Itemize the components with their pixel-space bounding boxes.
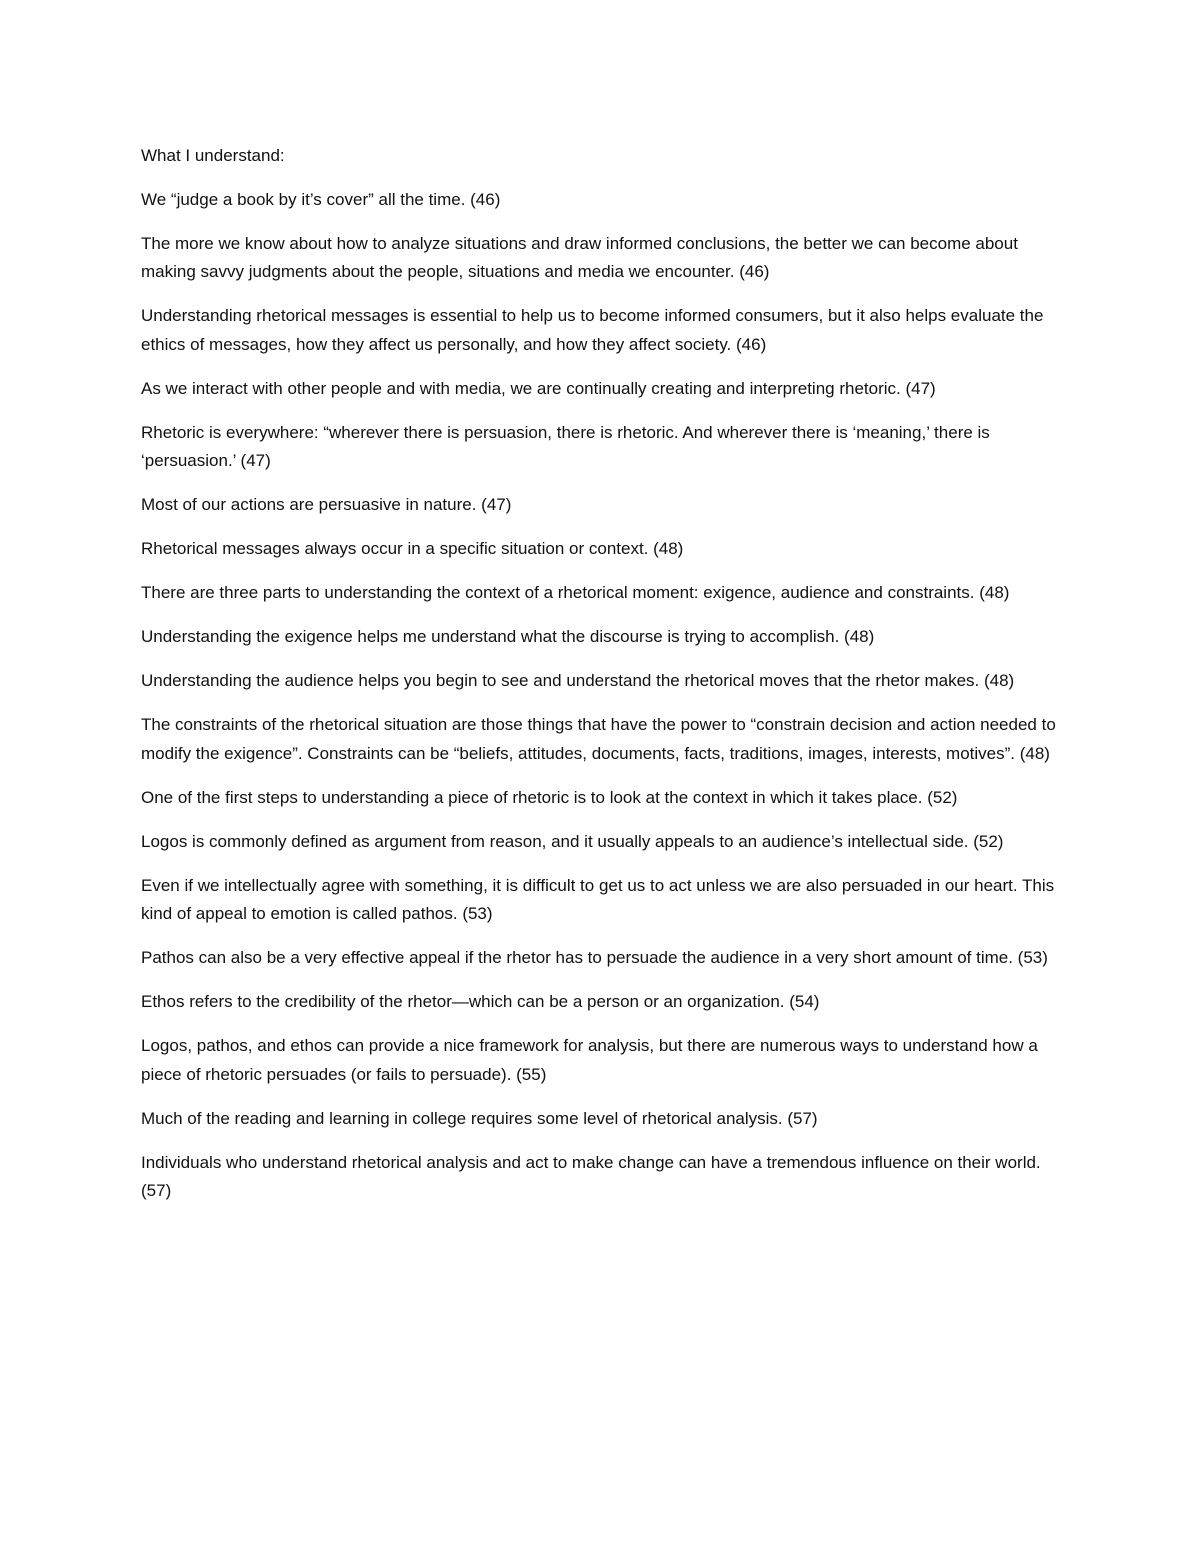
document-heading: What I understand: xyxy=(141,146,285,165)
paragraph: Understanding rhetorical messages is essential to help us to become informed consumers, but it also helps evaluate the ethics of messages, how they affect us personally, and how they affect society. (46) xyxy=(141,306,1044,354)
paragraph: Most of our actions are persuasive in nature. (47) xyxy=(141,495,512,514)
paragraph: Logos, pathos, and ethos can provide a nice framework for analysis, but there are numerous ways to understand how a piece of rhetoric persuades (or fails to persuade). (55) xyxy=(141,1036,1038,1084)
document-body xyxy=(141,142,1066,1221)
paragraph: We “judge a book by it’s cover” all the time. (46) xyxy=(141,189,501,209)
paragraph: Pathos can also be a very effective appeal if the rhetor has to persuade the audience in a very short amount of time. (53) xyxy=(141,948,1048,967)
paragraph: The constraints of the rhetorical situation are those things that have the power to “constrain decision and action needed to modify the exigence”. Constraints can be “beliefs, attitudes, documents, facts, traditions, images, interests, motives”. (48) xyxy=(141,715,1056,763)
paragraph: Understanding the exigence helps me understand what the discourse is trying to accomplish. (48) xyxy=(141,627,875,646)
paragraph: Logos is commonly defined as argument from reason, and it usually appeals to an audience’s intellectual side. (52) xyxy=(141,831,1004,851)
paragraph: Ethos refers to the credibility of the rhetor—which can be a person or an organization. (54) xyxy=(141,992,820,1011)
paragraph: As we interact with other people and with media, we are continually creating and interpreting rhetoric. (47) xyxy=(141,378,936,398)
paragraph: The more we know about how to analyze situations and draw informed conclusions, the better we can become about making savvy judgments about the people, situations and media we encounter. (46) xyxy=(141,233,1018,281)
paragraph: Rhetoric is everywhere: “wherever there is persuasion, there is rhetoric. And wherever there is ‘meaning,’ there is ‘persuasion.’ (47) xyxy=(141,422,990,470)
paragraph: Rhetorical messages always occur in a specific situation or context. (48) xyxy=(141,539,684,558)
paragraph: Understanding the audience helps you begin to see and understand the rhetorical moves that the rhetor makes. (48) xyxy=(141,671,1015,690)
paragraph: Even if we intellectually agree with something, it is difficult to get us to act unless we are also persuaded in our heart. This kind of appeal to emotion is called pathos. (53) xyxy=(141,875,1055,923)
paragraph: There are three parts to understanding the context of a rhetorical moment: exigence, audience and constraints. (48) xyxy=(141,583,1010,602)
paragraph: Much of the reading and learning in college requires some level of rhetorical analysis. (57) xyxy=(141,1108,818,1128)
paragraph: One of the first steps to understanding a piece of rhetoric is to look at the context in which it takes place. (52) xyxy=(141,787,958,807)
paragraph: Individuals who understand rhetorical analysis and act to make change can have a tremendous influence on their world. (57) xyxy=(141,1152,1041,1200)
